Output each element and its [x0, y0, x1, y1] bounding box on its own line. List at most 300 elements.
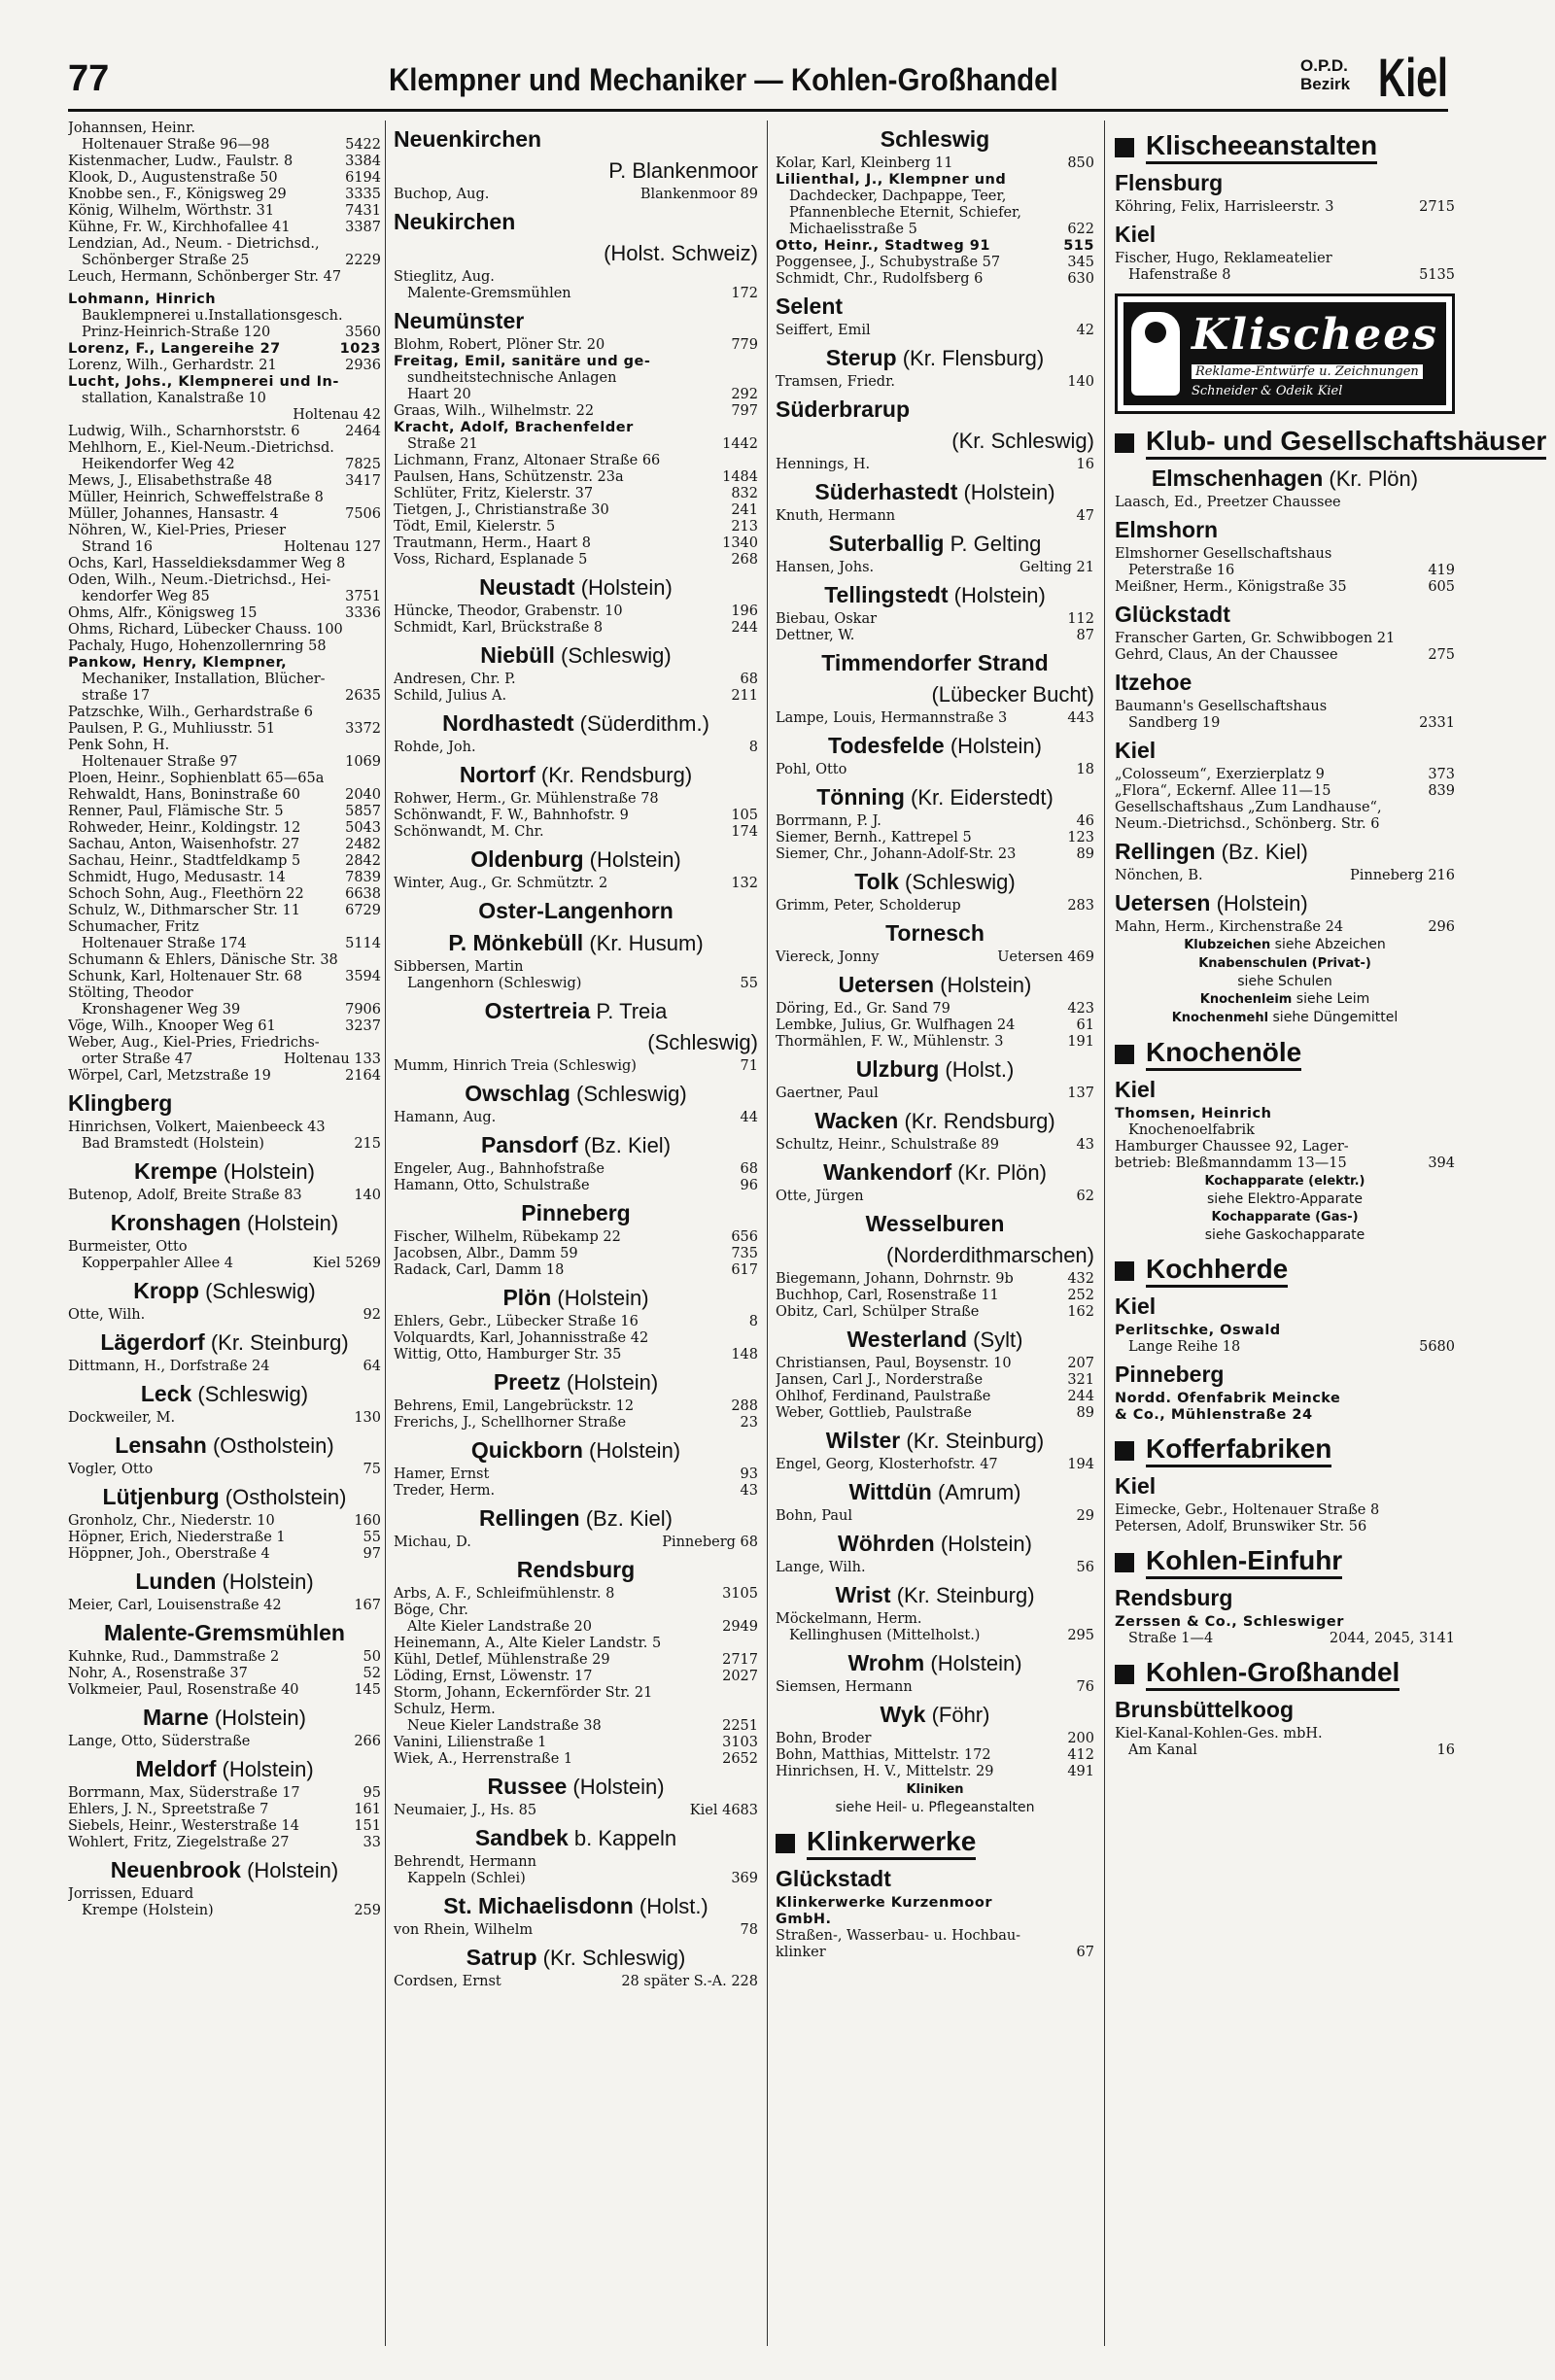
- town-heading: [394, 1505, 758, 1532]
- phone-number: 68: [740, 672, 758, 687]
- town-heading: [776, 1702, 1094, 1728]
- category-heading: [1115, 426, 1547, 460]
- entry-name: Leuch, Hermann, Schönberger Str. 47: [68, 269, 342, 285]
- phone-number: 29: [1076, 1508, 1094, 1524]
- listing-entry: [1115, 647, 1455, 664]
- listing-entry: [68, 341, 381, 358]
- category-heading: [1115, 1254, 1455, 1288]
- town-region: (Kr. Schleswig): [542, 1946, 686, 1970]
- listing-entry: [394, 1702, 758, 1718]
- listing-entry: [394, 552, 758, 569]
- town-heading: [776, 1650, 1094, 1676]
- listing-entry: [1115, 783, 1455, 800]
- phone-number: 321: [1067, 1372, 1094, 1388]
- entry-name: Rohwer, Herm., Gr. Mühlenstraße 78: [394, 791, 659, 807]
- entry-name: Höppner, Joh., Oberstraße 4: [68, 1546, 270, 1562]
- entry-name: Paulsen, P. G., Muhliusstr. 51: [68, 721, 276, 737]
- phone-number: 167: [354, 1598, 381, 1613]
- town-name: Brunsbüttelkoog: [1115, 1697, 1294, 1722]
- phone-number: 75: [363, 1462, 381, 1477]
- listing-entry: [68, 605, 381, 622]
- entry-name: „Colosseum“, Exerzierplatz 9: [1115, 767, 1325, 782]
- listing-entry: [1115, 1502, 1455, 1519]
- entry-name: Pfannenbleche Eternit, Schiefer,: [789, 205, 1021, 221]
- entry-name: Otto, Heinr., Stadtweg 91: [776, 238, 990, 254]
- phone-number: 295: [1067, 1628, 1094, 1643]
- listing-entry: [394, 1246, 758, 1262]
- entry-name: Ehlers, J. N., Spreetstraße 7: [68, 1802, 269, 1817]
- entry-name: Neumaier, J., Hs. 85: [394, 1803, 537, 1818]
- entry-name: Dockweiler, M.: [68, 1410, 176, 1426]
- town-region: (Holstein): [247, 1858, 339, 1882]
- entry-name: Möckelmann, Herm.: [776, 1611, 922, 1627]
- listing-entry: [68, 358, 381, 374]
- town-name: Malente-Gremsmühlen: [104, 1620, 345, 1645]
- listing-entry: [68, 1136, 381, 1153]
- phone-number: 2715: [1419, 199, 1455, 215]
- town-name: Satrup: [466, 1945, 537, 1970]
- entry-name: sundheitstechnische Anlagen: [407, 370, 617, 386]
- entry-name: Kistenmacher, Ludw., Faulstr. 8: [68, 154, 294, 169]
- entry-name: Holtenau 42: [293, 407, 381, 423]
- town-heading: [1115, 670, 1455, 696]
- town-heading: [68, 1432, 381, 1459]
- entry-name: Wörpel, Carl, Metzstraße 19: [68, 1068, 271, 1084]
- ad-company: Schneider & Odeik Kiel: [1192, 384, 1343, 398]
- entry-name: kendorfer Weg 85: [82, 589, 210, 604]
- town-heading: [776, 1327, 1094, 1353]
- phone-number: 419: [1428, 563, 1455, 578]
- entry-name: Viereck, Jonny: [776, 949, 880, 965]
- town-name: Süderhastedt: [814, 479, 958, 504]
- listing-entry: [394, 1974, 758, 1990]
- page-header: [68, 47, 1448, 108]
- town-region: b. Kappeln: [573, 1826, 677, 1850]
- phone-number: 8: [748, 1314, 758, 1329]
- entry-name: Volquardts, Karl, Johannisstraße 42: [394, 1330, 649, 1346]
- cross-reference: [1115, 1172, 1455, 1208]
- town-region: (Schleswig): [561, 643, 672, 668]
- entry-name: Ohms, Richard, Lübecker Chauss. 100: [68, 622, 343, 638]
- phone-number: 2482: [345, 837, 381, 852]
- entry-name: Gaertner, Paul: [776, 1086, 879, 1101]
- town-region: (Holstein): [572, 1775, 665, 1799]
- listing-entry: [68, 1359, 381, 1375]
- listing-entry: [68, 1818, 381, 1835]
- town-name: Klingberg: [68, 1090, 173, 1116]
- listing-entry: [68, 820, 381, 837]
- category-heading: [1115, 1545, 1455, 1579]
- entry-name: Engel, Georg, Klosterhofstr. 47: [776, 1457, 998, 1472]
- town-name: Neuenbrook: [110, 1857, 241, 1882]
- entry-name: Lange, Wilh.: [776, 1560, 866, 1575]
- town-heading: [776, 531, 1094, 557]
- town-region: (Schleswig): [905, 870, 1016, 894]
- town-heading: [1115, 890, 1455, 916]
- town-heading: [776, 1428, 1094, 1454]
- town-heading: [1115, 1077, 1455, 1103]
- phone-number: 47: [1076, 508, 1094, 524]
- entry-name: Schumacher, Fritz: [68, 919, 199, 935]
- entry-name: Heikendorfer Weg 42: [82, 457, 235, 472]
- entry-name: Nordd. Ofenfabrik Meincke: [1115, 1391, 1341, 1406]
- entry-name: Schönwandt, F. W., Bahnhofstr. 9: [394, 808, 629, 823]
- listing-entry: [394, 1535, 758, 1551]
- entry-name: Holtenauer Straße 174: [82, 936, 247, 951]
- phone-number: 191: [1067, 1034, 1094, 1050]
- listing-entry: [1115, 495, 1455, 511]
- listing-entry: [68, 622, 381, 638]
- town-name: P. Mönkebüll: [448, 930, 584, 955]
- town-name: Neumünster: [394, 308, 525, 333]
- entry-name: Mumm, Hinrich Treia (Schleswig): [394, 1058, 637, 1074]
- entry-name: Frerichs, J., Schellhorner Straße: [394, 1415, 627, 1431]
- phone-number: 6194: [345, 170, 381, 186]
- entry-name: Gesellschaftshaus „Zum Landhause“,: [1115, 800, 1382, 815]
- entry-name: Treder, Herm.: [394, 1483, 496, 1499]
- listing-entry: [68, 473, 381, 490]
- entry-name: betrieb: Bleßmanndamm 13—15: [1115, 1156, 1347, 1171]
- cross-reference: [1115, 954, 1455, 990]
- entry-name: Kellinghusen (Mittelholst.): [789, 1628, 981, 1643]
- phone-number: 7431: [345, 203, 381, 219]
- listing-entry: [394, 620, 758, 637]
- listing-entry: [68, 1666, 381, 1682]
- listing-entry: [68, 1120, 381, 1136]
- listing-entry: [68, 952, 381, 969]
- town-region: P. Gelting: [950, 532, 1042, 556]
- listing-entry: [68, 220, 381, 236]
- listing-entry: [394, 672, 758, 688]
- town-heading: [1115, 1362, 1455, 1388]
- entry-name: Lohmann, Hinrich: [68, 292, 217, 307]
- ad-panel: [1123, 302, 1446, 405]
- entry-name: Behrendt, Hermann: [394, 1854, 536, 1870]
- phone-number: 292: [731, 387, 758, 402]
- listing-entry: [68, 1307, 381, 1324]
- listing-entry: [68, 787, 381, 804]
- category-label: Klischeeanstalten: [1146, 130, 1377, 164]
- phone-number: 244: [731, 620, 758, 636]
- phone-number: 3751: [345, 589, 381, 604]
- town-heading: [68, 1569, 381, 1595]
- entry-name: stallation, Kanalstraße 10: [82, 391, 266, 406]
- town-region-line: [394, 158, 758, 184]
- phone-number: 3384: [345, 154, 381, 169]
- phone-number: 2044, 2045, 3141: [1329, 1631, 1455, 1646]
- town-name: Selent: [776, 293, 844, 319]
- phone-number: 412: [1067, 1747, 1094, 1763]
- listing-entry: [394, 502, 758, 519]
- entry-name: Elmshorner Gesellschaftshaus: [1115, 546, 1332, 562]
- town-name: Lensahn: [115, 1432, 207, 1458]
- town-region: (Holstein): [589, 1438, 681, 1463]
- phone-number: 18: [1076, 762, 1094, 777]
- town-name: Uetersen: [838, 972, 935, 997]
- phone-number: 207: [1067, 1356, 1094, 1371]
- entry-name: Lorenz, Wilh., Gerhardstr. 21: [68, 358, 277, 373]
- listing-entry: [394, 824, 758, 841]
- entry-name: Dittmann, H., Dorfstraße 24: [68, 1359, 270, 1374]
- town-heading: [1115, 602, 1455, 628]
- listing-entry: [776, 1304, 1094, 1321]
- entry-name: Kappeln (Schlei): [407, 1871, 526, 1886]
- listing-entry: [68, 655, 381, 672]
- entry-name: Cordsen, Ernst: [394, 1974, 501, 1989]
- town-name: Glückstadt: [1115, 602, 1230, 627]
- listing-entry: [68, 1513, 381, 1530]
- town-region: (Föhr): [931, 1703, 990, 1727]
- town-heading: [1115, 1585, 1455, 1611]
- town-name: Kiel: [1115, 738, 1157, 763]
- listing-entry: [394, 486, 758, 502]
- town-heading: [394, 1437, 758, 1464]
- phone-number: 211: [731, 688, 758, 704]
- entry-name: orter Straße 47: [82, 1052, 193, 1067]
- listing-entry: [1115, 1106, 1455, 1122]
- listing-entry: [776, 508, 1094, 525]
- phone-number: 137: [1067, 1086, 1094, 1101]
- entry-name: Hamann, Otto, Schulstraße: [394, 1178, 590, 1193]
- entry-name: Lembke, Julius, Gr. Wulfhagen 24: [776, 1018, 1016, 1033]
- entry-name: Freitag, Emil, sanitäre und ge-: [394, 354, 651, 369]
- phone-number: 259: [354, 1903, 381, 1918]
- town-name: Wöhrden: [838, 1531, 935, 1556]
- entry-name: Löding, Ernst, Löwenstr. 17: [394, 1669, 593, 1684]
- town-name: Kropp: [133, 1278, 199, 1303]
- listing-entry: [394, 688, 758, 705]
- entry-name: Blohm, Robert, Plöner Str. 20: [394, 337, 605, 353]
- phone-number: 839: [1428, 783, 1455, 799]
- listing-entry: [776, 1288, 1094, 1304]
- xref-target: siehe Abzeichen: [1274, 937, 1386, 952]
- town-name: Flensburg: [1115, 170, 1224, 195]
- entry-name: Hinrichsen, H. V., Mittelstr. 29: [776, 1764, 994, 1779]
- town-name: Todesfelde: [828, 733, 945, 758]
- phone-number: Holtenau 133: [283, 1052, 381, 1067]
- entry-name: Hennings, H.: [776, 457, 871, 472]
- phone-number: 140: [1067, 374, 1094, 390]
- entry-name: Prinz-Heinrich-Straße 120: [82, 325, 271, 340]
- xref-term: Klubzeichen: [1184, 938, 1271, 952]
- phone-number: 33: [363, 1835, 381, 1850]
- listing-entry: [1115, 1323, 1455, 1339]
- phone-number: 96: [740, 1178, 758, 1193]
- phone-number: 112: [1067, 611, 1094, 627]
- listing-entry: [68, 556, 381, 572]
- xref-target: siehe Heil- u. Pflegeanstalten: [835, 1800, 1035, 1815]
- entry-name: Mahn, Herm., Kirchenstraße 24: [1115, 919, 1344, 935]
- town-name: Plön: [502, 1285, 552, 1310]
- xref-term: Kochapparate (Gas-): [1211, 1210, 1359, 1224]
- listing-entry: [394, 1652, 758, 1669]
- category-label: Kohlen-Großhandel: [1146, 1657, 1400, 1691]
- entry-name: Langenhorn (Schleswig): [407, 976, 582, 991]
- entry-name: Dettner, W.: [776, 628, 855, 643]
- entry-name: Voss, Richard, Esplanade 5: [394, 552, 588, 568]
- listing-entry: [394, 791, 758, 808]
- listing-entry: [776, 271, 1094, 288]
- listing-entry: [394, 1229, 758, 1246]
- entry-name: Strand 16: [82, 539, 154, 555]
- listing-entry: [1115, 631, 1455, 647]
- listing-entry: [776, 1560, 1094, 1576]
- phone-number: 241: [731, 502, 758, 518]
- town-heading: [394, 930, 758, 956]
- phone-number: 56: [1076, 1560, 1094, 1575]
- town-name: Uetersen: [1115, 890, 1211, 915]
- town-heading: [776, 1866, 1094, 1892]
- entry-name: Knochenoelfabrik: [1128, 1122, 1255, 1138]
- town-name: Rendsburg: [1115, 1585, 1233, 1610]
- town-region: (Holstein): [953, 583, 1046, 607]
- town-region: (Holst. Schweiz): [604, 241, 758, 265]
- entry-name: Neum.-Dietrichsd., Schönberg. Str. 6: [1115, 816, 1380, 832]
- town-heading: [776, 1108, 1094, 1134]
- category-heading: [1115, 1433, 1455, 1467]
- listing-entry: [68, 771, 381, 787]
- phone-number: 656: [731, 1229, 758, 1245]
- entry-name: Sachau, Heinr., Stadtfeldkamp 5: [68, 853, 301, 869]
- listing-entry: [394, 370, 758, 387]
- entry-name: Peterstraße 16: [1128, 563, 1235, 578]
- town-heading: [394, 898, 758, 924]
- phone-number: 5114: [345, 936, 381, 951]
- entry-name: Schulz, Herm.: [394, 1702, 496, 1717]
- town-region: (Holstein): [940, 1532, 1032, 1556]
- entry-name: Baumann's Gesellschaftshaus: [1115, 699, 1328, 714]
- phone-number: 213: [731, 519, 758, 535]
- entry-name: Volkmeier, Paul, Rosenstraße 40: [68, 1682, 299, 1698]
- column-divider: [1104, 121, 1105, 2346]
- town-name: Westerland: [847, 1327, 968, 1352]
- category-heading: [1115, 130, 1455, 164]
- listing-entry: [776, 1372, 1094, 1389]
- entry-name: Holtenauer Straße 96—98: [82, 137, 270, 153]
- entry-name: Burmeister, Otto: [68, 1239, 188, 1255]
- town-name: Schleswig: [880, 126, 990, 152]
- phone-number: 43: [740, 1483, 758, 1499]
- listing-entry: [776, 762, 1094, 778]
- phone-number: 3335: [345, 187, 381, 202]
- entry-name: Schunk, Karl, Holtenauer Str. 68: [68, 969, 302, 984]
- listing-entry: [394, 1636, 758, 1652]
- town-name: Wilster: [825, 1428, 901, 1453]
- entry-name: Schumann & Ehlers, Dänische Str. 38: [68, 952, 338, 968]
- town-region: (Holstein): [223, 1159, 315, 1184]
- town-region: P. Treia: [596, 999, 668, 1023]
- entry-name: Meißner, Herm., Königstraße 35: [1115, 579, 1347, 595]
- listing-entry: [68, 1649, 381, 1666]
- phone-number: 89: [1076, 846, 1094, 862]
- listing-entry: [1115, 699, 1455, 715]
- entry-name: Rohde, Joh.: [394, 740, 476, 755]
- entry-name: Bohn, Matthias, Mittelstr. 172: [776, 1747, 991, 1763]
- category-square-icon: [1115, 1441, 1134, 1461]
- listing-entry: [776, 1001, 1094, 1018]
- listing-entry: [776, 1457, 1094, 1473]
- listing-entry: [1115, 546, 1455, 563]
- town-region: (Schleswig): [205, 1279, 316, 1303]
- listing-entry: [776, 560, 1094, 576]
- town-name: Leck: [140, 1381, 192, 1406]
- phone-number: 174: [731, 824, 758, 840]
- phone-number: 432: [1067, 1271, 1094, 1287]
- town-heading: [1115, 466, 1455, 492]
- town-region: (Amrum): [937, 1480, 1021, 1504]
- town-name: Nortorf: [459, 762, 536, 787]
- listing-entry: [1115, 1339, 1455, 1356]
- entry-name: Straßen-, Wasserbau- u. Hochbau-: [776, 1928, 1021, 1944]
- town-name: Kronshagen: [110, 1210, 241, 1235]
- category-label: Klinkerwerke: [807, 1826, 976, 1860]
- phone-number: 95: [363, 1785, 381, 1801]
- xref-target: siehe Schulen: [1237, 974, 1332, 989]
- town-region: (Kr. Plön): [957, 1160, 1047, 1185]
- listing-entry: [68, 985, 381, 1002]
- entry-name: Renner, Paul, Flämische Str. 5: [68, 804, 284, 819]
- phone-number: 148: [731, 1347, 758, 1362]
- listing-entry: [68, 325, 381, 341]
- entry-name: „Flora“, Eckernf. Allee 11—15: [1115, 783, 1331, 799]
- town-region: (Holstein): [589, 847, 681, 872]
- town-heading: [394, 762, 758, 788]
- xref-term: Kliniken: [906, 1782, 964, 1797]
- listing-entry: [1115, 800, 1455, 816]
- listing-entry: [1115, 767, 1455, 783]
- category-label: Klub- und Gesellschaftshäuser: [1146, 426, 1546, 460]
- xref-term: Knabenschulen (Privat-): [1198, 956, 1371, 971]
- entry-name: Siemsen, Hermann: [776, 1679, 913, 1695]
- listing-entry: [1115, 1726, 1455, 1742]
- entry-name: Straße 1—4: [1128, 1631, 1214, 1646]
- listing-entry: [394, 1483, 758, 1500]
- town-heading: [394, 1369, 758, 1396]
- phone-number: Holtenau 127: [283, 539, 381, 555]
- category-square-icon: [1115, 433, 1134, 453]
- listing-entry: [394, 436, 758, 453]
- listing-entry: [394, 1871, 758, 1887]
- entry-name: Hüncke, Theodor, Grabenstr. 10: [394, 604, 623, 619]
- town-region: (Kr. Flensburg): [902, 346, 1045, 370]
- entry-name: Sandberg 19: [1128, 715, 1221, 731]
- town-region: (Holstein): [963, 480, 1055, 504]
- town-name: Wesselburen: [865, 1211, 1005, 1236]
- listing-entry: [776, 205, 1094, 222]
- listing-entry: [394, 1854, 758, 1871]
- town-region: (Kr. Husum): [589, 931, 704, 955]
- listing-entry: [68, 1068, 381, 1085]
- phone-number: 78: [740, 1922, 758, 1938]
- town-heading: [776, 293, 1094, 320]
- phone-number: Pinneberg 216: [1349, 868, 1455, 883]
- listing-entry: [394, 453, 758, 469]
- town-heading: [776, 582, 1094, 608]
- phone-number: 275: [1428, 647, 1455, 663]
- listing-entry: [68, 407, 381, 424]
- phone-number: 7506: [345, 506, 381, 522]
- listing-entry: [1115, 816, 1455, 833]
- town-heading: [68, 1278, 381, 1304]
- listing-entry: [776, 172, 1094, 189]
- phone-number: 2251: [722, 1718, 758, 1734]
- town-name: Neuenkirchen: [394, 126, 542, 152]
- listing-entry: [394, 1586, 758, 1603]
- town-name: Glückstadt: [776, 1866, 891, 1891]
- listing-entry: [394, 1161, 758, 1178]
- listing-entry: [394, 1058, 758, 1075]
- cross-reference: [776, 1780, 1094, 1816]
